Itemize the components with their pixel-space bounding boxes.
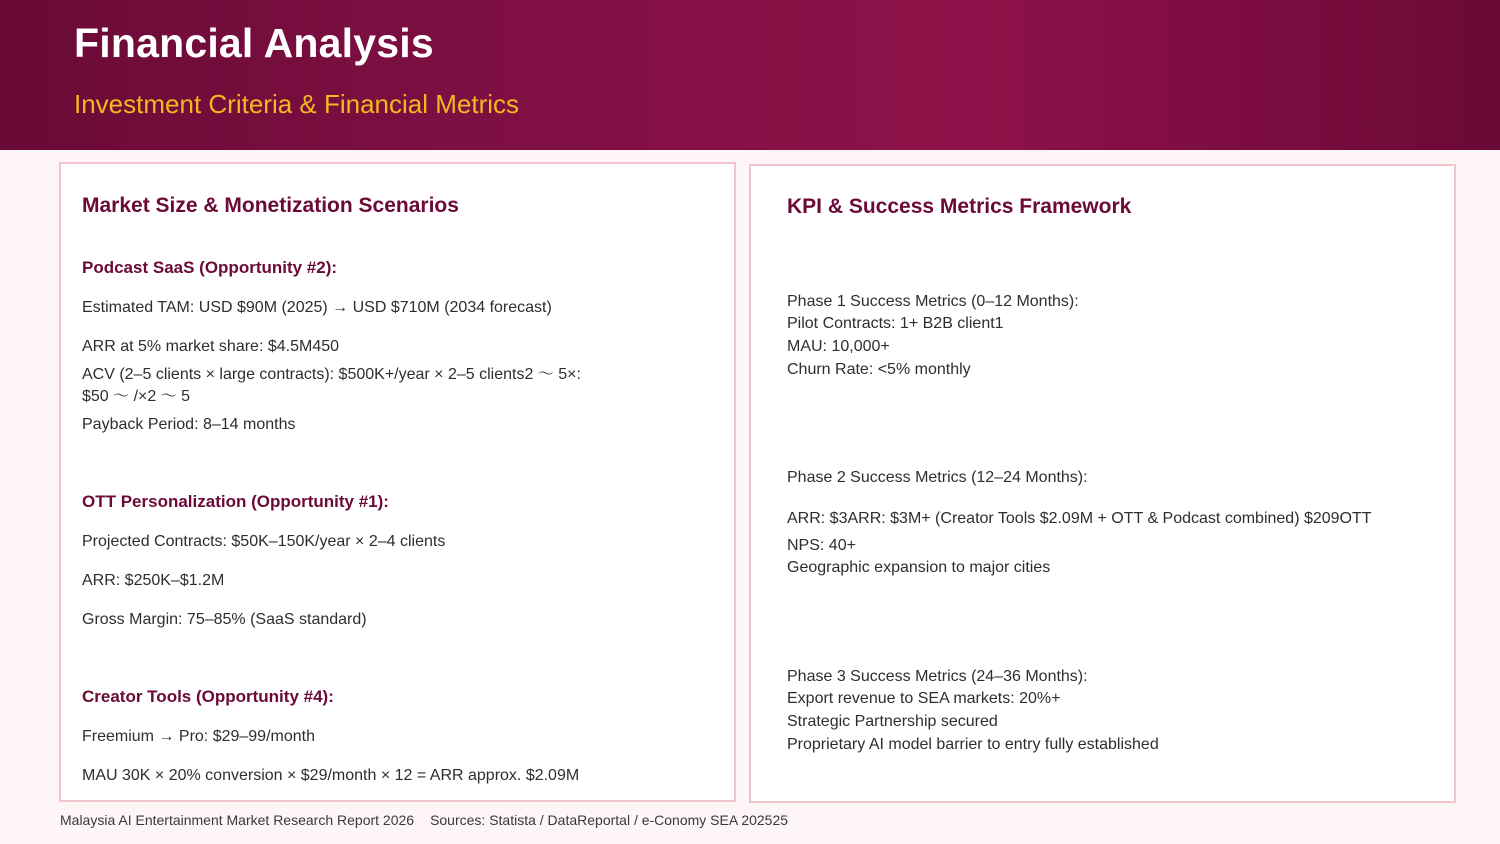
market-size-panel bbox=[59, 162, 736, 802]
podcast-saas-acv: ACV (2–5 clients × large contracts): $500K+/year × 2–5 clients2 〜 5×: bbox=[82, 366, 581, 383]
slide-header bbox=[0, 0, 1500, 150]
phase3-barrier: Proprietary AI model barrier to entry fully established bbox=[787, 736, 1159, 753]
phase3-partnership: Strategic Partnership secured bbox=[787, 713, 998, 730]
podcast-saas-title: Podcast SaaS (Opportunity #2): bbox=[82, 258, 338, 277]
creator-tools-pricing: Freemium → Pro: $29–99/month bbox=[82, 728, 315, 745]
page-subtitle: Investment Criteria & Financial Metrics bbox=[74, 89, 520, 119]
creator-tools-title: Creator Tools (Opportunity #4): bbox=[82, 687, 334, 706]
ott-arr: ARR: $250K–$1.2M bbox=[82, 572, 225, 589]
phase1-title: Phase 1 Success Metrics (0–12 Months): bbox=[787, 293, 1079, 310]
podcast-saas-tam: Estimated TAM: USD $90M (2025) → USD $710M (2034 forecast) bbox=[82, 299, 552, 316]
podcast-saas-acv-cont: $50 〜 /×2 〜 5 bbox=[82, 388, 191, 405]
kpi-panel bbox=[749, 164, 1456, 803]
phase1-churn: Churn Rate: <5% monthly bbox=[787, 361, 971, 378]
footer-sources: Sources: Statista / DataReportal / e-Conomy SEA 202525 bbox=[430, 812, 789, 828]
podcast-saas-payback: Payback Period: 8–14 months bbox=[82, 416, 296, 433]
ott-margin: Gross Margin: 75–85% (SaaS standard) bbox=[82, 611, 367, 628]
phase1-pilot: Pilot Contracts: 1+ B2B client1 bbox=[787, 315, 1004, 332]
kpi-heading: KPI & Success Metrics Framework bbox=[787, 195, 1132, 218]
footer-report: Malaysia AI Entertainment Market Research Report 2026 bbox=[60, 812, 415, 828]
ott-title: OTT Personalization (Opportunity #1): bbox=[82, 492, 389, 511]
phase2-title: Phase 2 Success Metrics (12–24 Months): bbox=[787, 469, 1088, 486]
phase2-expansion: Geographic expansion to major cities bbox=[787, 559, 1051, 576]
ott-contracts: Projected Contracts: $50K–150K/year × 2–4 clients bbox=[82, 533, 446, 550]
phase2-arr: ARR: $3ARR: $3M+ (Creator Tools $2.09M + OTT & Podcast combined) $209OTT bbox=[787, 510, 1372, 527]
market-size-heading: Market Size & Monetization Scenarios bbox=[82, 194, 459, 217]
page-title: Financial Analysis bbox=[74, 20, 434, 66]
phase2-nps: NPS: 40+ bbox=[787, 537, 856, 554]
phase3-title: Phase 3 Success Metrics (24–36 Months): bbox=[787, 668, 1088, 685]
footer bbox=[60, 812, 804, 828]
phase3-export: Export revenue to SEA markets: 20%+ bbox=[787, 690, 1061, 707]
creator-tools-arr: MAU 30K × 20% conversion × $29/month × 12 = ARR approx. $2.09M bbox=[82, 767, 580, 784]
phase1-mau: MAU: 10,000+ bbox=[787, 338, 890, 355]
podcast-saas-arr: ARR at 5% market share: $4.5M450 bbox=[82, 338, 340, 355]
